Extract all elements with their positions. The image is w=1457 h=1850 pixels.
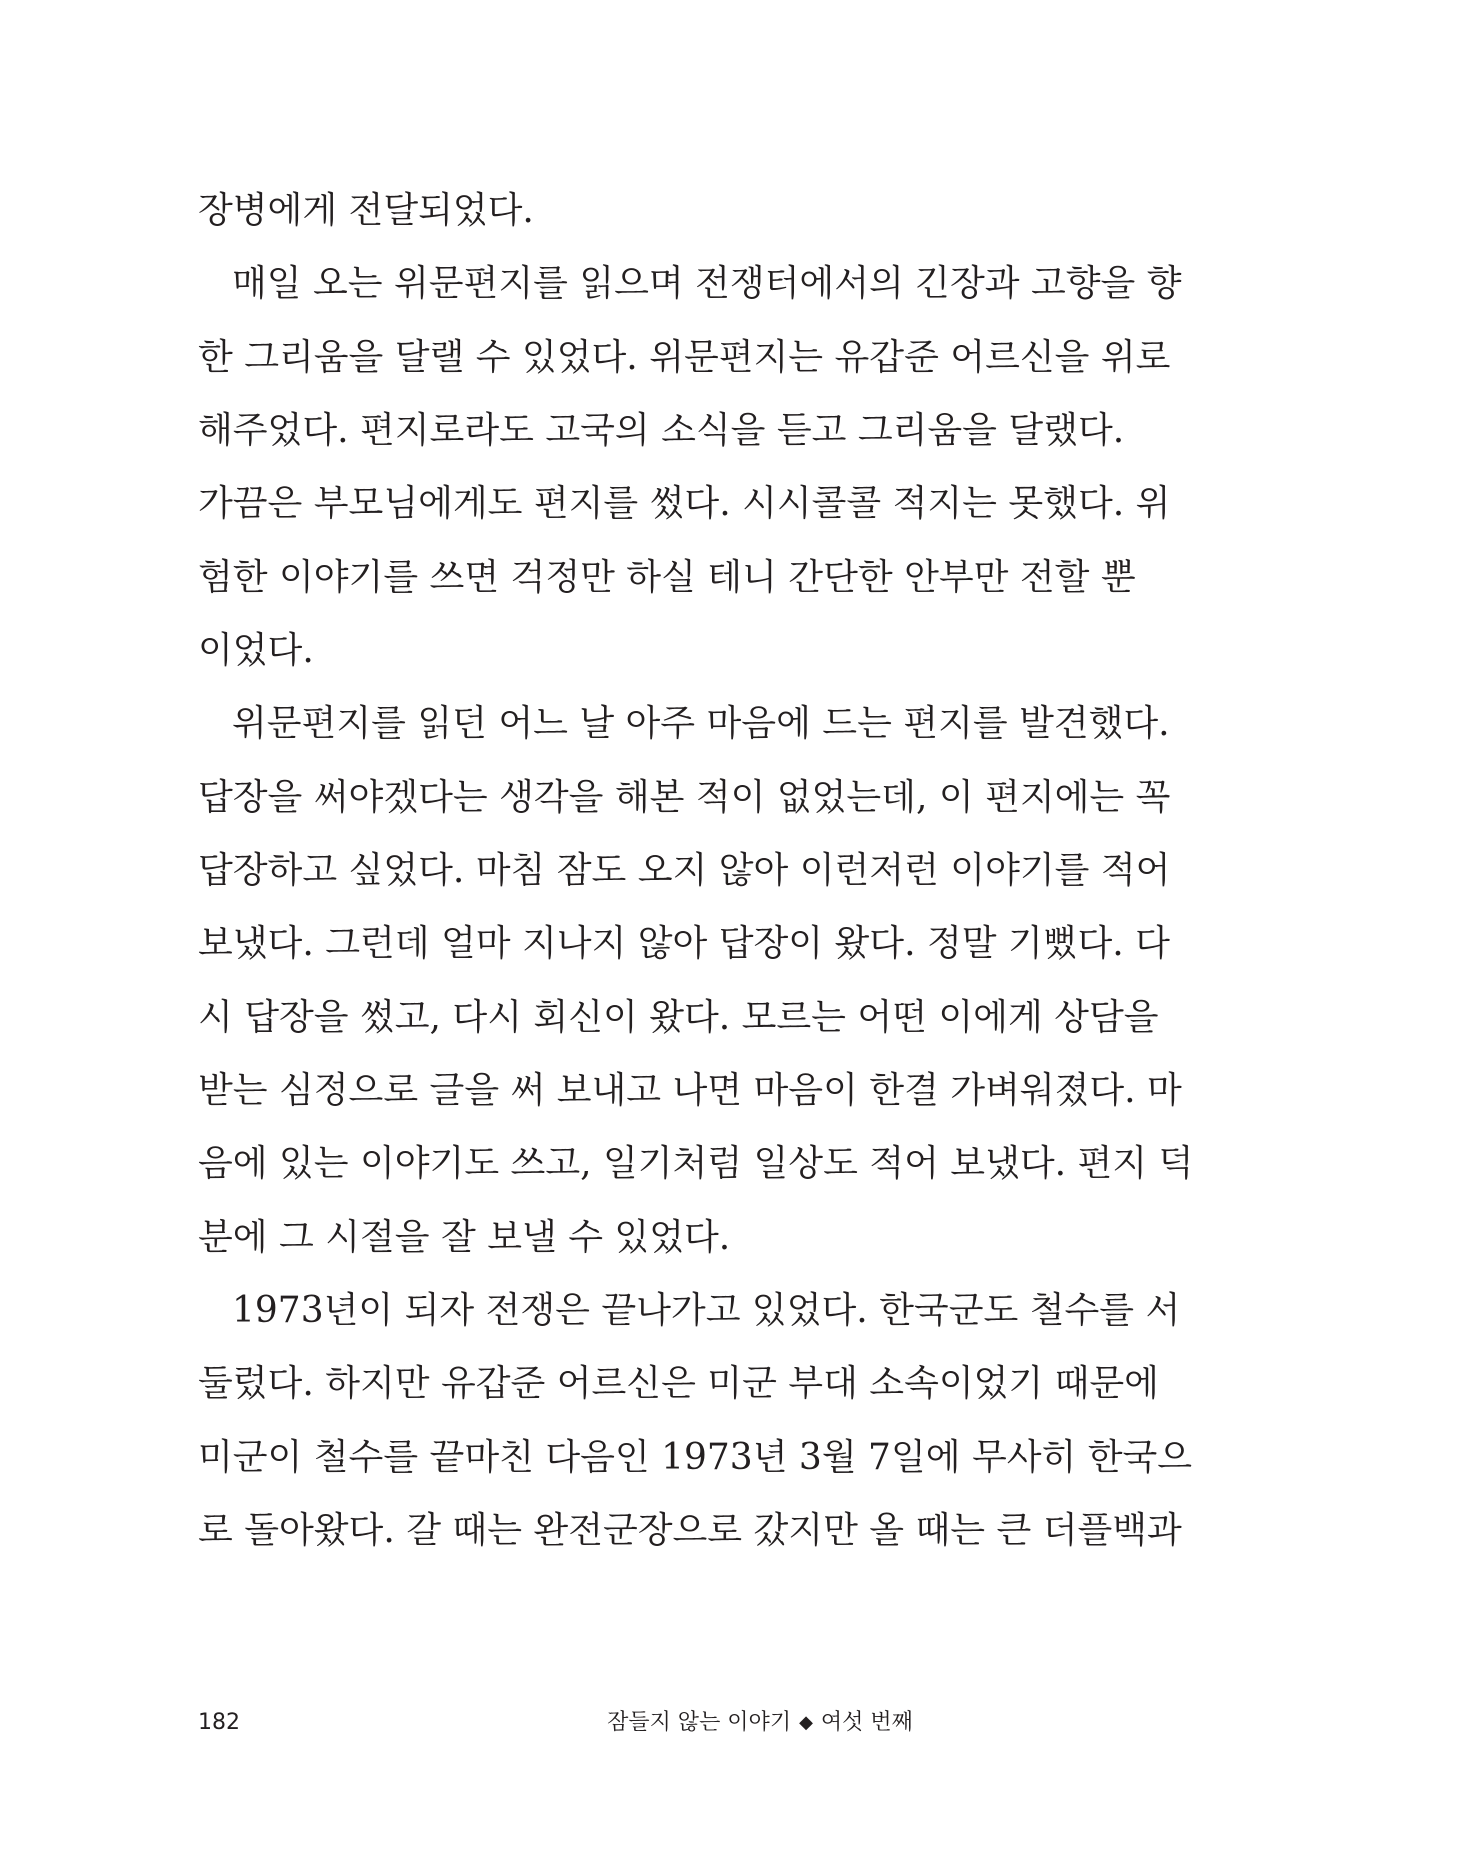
running-title — [500, 1706, 1020, 1740]
text-line-6: 험한 이야기를 쓰면 걱정만 하실 테니 간단한 안부만 전할 뿐 — [198, 557, 1136, 598]
text-line-2: 매일 오는 위문편지를 읽으며 전쟁터에서의 긴장과 고향을 향 — [232, 263, 1182, 304]
text-line-10: 답장하고 싶었다. 마침 잠도 오지 않아 이런저런 이야기를 적어 — [198, 850, 1171, 891]
text-line-11: 보냈다. 그런데 얼마 지나지 않아 답장이 왔다. 정말 기뻤다. 다 — [198, 923, 1170, 964]
text-line-16: 1973년이 되자 전쟁은 끝나가고 있었다. 한국군도 철수를 서 — [232, 1290, 1181, 1331]
text-line-12: 시 답장을 썼고, 다시 회신이 왔다. 모르는 어떤 이에게 상담을 — [198, 997, 1159, 1038]
text-line-13: 받는 심정으로 글을 써 보내고 나면 마음이 한결 가벼워졌다. 마 — [198, 1070, 1182, 1111]
text-line-3: 한 그리움을 달랠 수 있었다. 위문편지는 유갑준 어르신을 위로 — [198, 337, 1171, 378]
text-line-15: 분에 그 시절을 잘 보낼 수 있었다. — [198, 1217, 731, 1258]
diamond-separator-icon: ◆ — [799, 1712, 813, 1733]
text-line-5: 가끔은 부모님에게도 편지를 썼다. 시시콜콜 적지는 못했다. 위 — [198, 483, 1171, 524]
text-line-4: 해주었다. 편지로라도 고국의 소식을 듣고 그리움을 달랬다. — [198, 410, 1125, 451]
text-line-18: 미군이 철수를 끝마친 다음인 1973년 3월 7일에 무사히 한국으 — [198, 1437, 1193, 1478]
text-line-17: 둘렀다. 하지만 유갑준 어르신은 미군 부대 소속이었기 때문에 — [198, 1363, 1159, 1404]
text-line-7: 이었다. — [198, 630, 314, 671]
volume-label: 여섯 번째 — [820, 1710, 913, 1735]
text-line-14: 음에 있는 이야기도 쓰고, 일기처럼 일상도 적어 보냈다. 편지 덕 — [198, 1143, 1194, 1184]
text-line-1: 장병에게 전달되었다. — [198, 190, 534, 231]
text-line-8: 위문편지를 읽던 어느 날 아주 마음에 드는 편지를 발견했다. — [232, 703, 1170, 744]
text-line-19: 로 돌아왔다. 갈 때는 완전군장으로 갔지만 올 때는 큰 더플백과 — [198, 1510, 1182, 1551]
page-number: 182 — [198, 1710, 240, 1735]
text-line-9: 답장을 써야겠다는 생각을 해본 적이 없었는데, 이 편지에는 꼭 — [198, 777, 1171, 818]
book-title: 잠들지 않는 이야기 — [607, 1710, 792, 1735]
